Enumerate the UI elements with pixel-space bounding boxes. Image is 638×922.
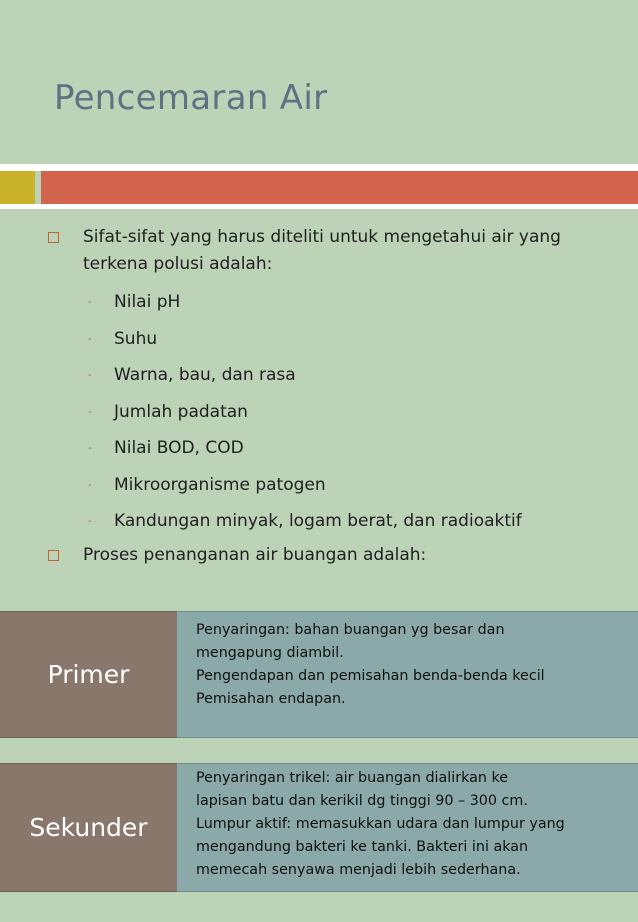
bullet-text: Proses penanganan air buangan adalah: (83, 545, 427, 565)
bullet-line: Sifat-sifat yang harus diteliti untuk mengetahui air yang (83, 227, 561, 247)
square-bullet-icon (48, 550, 59, 561)
dash-icon: - (88, 332, 92, 345)
dash-icon: - (88, 515, 92, 528)
list-item: - Jumlah padatan (88, 401, 248, 422)
process-row-primer (0, 611, 638, 738)
bullet-item (48, 224, 561, 278)
process-row-sekunder (0, 763, 638, 892)
description-line: mengapung diambil. (196, 645, 344, 661)
title-divider-orange (41, 171, 638, 204)
square-bullet-icon (48, 232, 59, 243)
list-item: - Suhu (88, 328, 158, 349)
bullet-text (83, 224, 561, 278)
dash-icon: - (88, 478, 92, 491)
bullet-item (48, 542, 426, 569)
title-divider-white-bottom (0, 204, 638, 209)
list-item: - Nilai pH (88, 292, 181, 313)
slide-title: Pencemaran Air (54, 78, 328, 118)
list-item: - Nilai BOD, COD (88, 438, 244, 459)
description-line: Pengendapan dan pemisahan benda-benda kecil (196, 668, 545, 684)
dash-icon: - (88, 442, 92, 455)
description-line: mengandung bakteri ke tanki. Bakteri ini akan (196, 839, 529, 855)
bullet-line: terkena polusi adalah: (83, 254, 273, 274)
process-label: Primer (0, 611, 177, 738)
list-item: - Warna, bau, dan rasa (88, 365, 296, 386)
dash-icon: - (88, 296, 92, 309)
title-divider-gold (0, 171, 35, 204)
process-description (177, 611, 638, 738)
property-list (88, 284, 522, 540)
title-divider-white (0, 164, 638, 171)
list-item: - Mikroorganisme patogen (88, 474, 326, 495)
dash-icon: - (88, 405, 92, 418)
dash-icon: - (88, 369, 92, 382)
description-line: memecah senyawa menjadi lebih sederhana. (196, 862, 521, 878)
description-line: Penyaringan: bahan buangan yg besar dan (196, 622, 505, 638)
list-item: - Kandungan minyak, logam berat, dan radioaktif (88, 511, 522, 532)
description-line: Lumpur aktif: memasukkan udara dan lumpur yang (196, 816, 565, 832)
description-line: lapisan batu dan kerikil dg tinggi 90 – 300 cm. (196, 793, 528, 809)
process-description (177, 763, 638, 892)
process-label: Sekunder (0, 763, 177, 892)
description-line: Penyaringan trikel: air buangan dialirkan ke (196, 770, 509, 786)
description-line: Pemisahan endapan. (196, 691, 346, 707)
